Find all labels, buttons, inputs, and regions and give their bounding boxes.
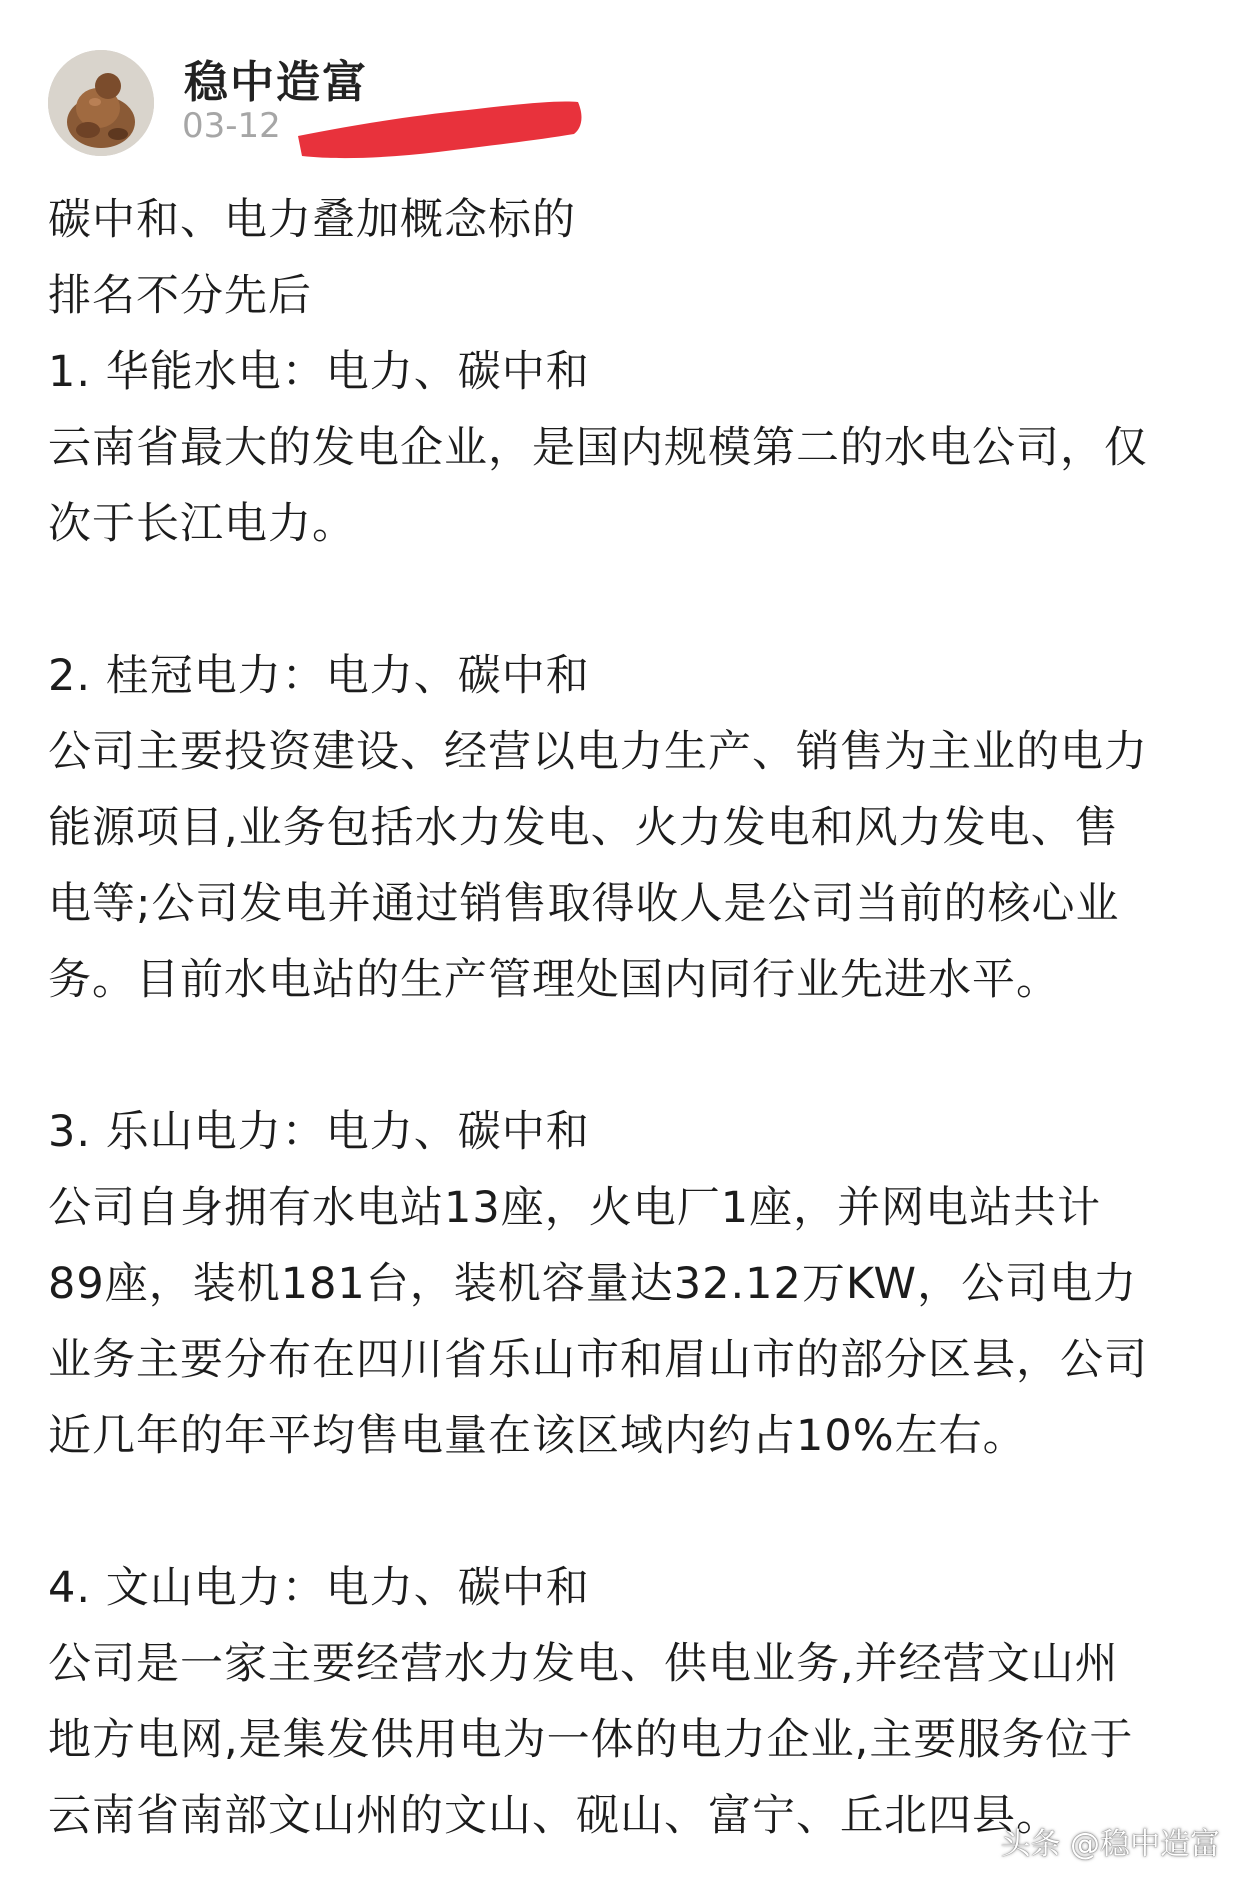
avatar-image (48, 50, 154, 156)
item-text: 公司是一家主要经营水力发电、供电业务,并经营文山州 (48, 1639, 1119, 1689)
post-note: 排名不分先后 (48, 271, 312, 321)
post-content (48, 182, 1208, 1854)
paragraph-gap (48, 1474, 1208, 1550)
post-date: 03-12 (182, 106, 281, 146)
item-heading: 3. 乐山电力：电力、碳中和 (48, 1107, 590, 1157)
item-text: 业务主要分布在四川省乐山市和眉山市的部分区县，公司 (48, 1335, 1148, 1385)
item-text: 地方电网,是集发供用电为一体的电力企业,主要服务位于 (48, 1715, 1134, 1765)
item-text: 89座，装机181台，装机容量达32.12万KW，公司电力 (48, 1259, 1138, 1309)
item-text: 电等;公司发电并通过销售取得收人是公司当前的核心业 (48, 879, 1120, 929)
watermark: 头条 @稳中造富 (1000, 1827, 1220, 1862)
item-heading: 4. 文山电力：电力、碳中和 (48, 1563, 590, 1613)
item-text: 公司主要投资建设、经营以电力生产、销售为主业的电力 (48, 727, 1148, 777)
item-heading: 1. 华能水电：电力、碳中和 (48, 347, 590, 397)
redaction-mark (288, 76, 588, 166)
item-text: 能源项目,业务包括水力发电、火力发电和风力发电、售 (48, 803, 1119, 853)
post-title: 碳中和、电力叠加概念标的 (48, 195, 576, 245)
paragraph-gap (48, 1018, 1208, 1094)
item-text: 近几年的年平均售电量在该区域内约占10%左右。 (48, 1411, 1027, 1461)
item-text: 云南省最大的发电企业，是国内规模第二的水电公司，仅 (48, 423, 1148, 473)
item-text: 次于长江电力。 (48, 499, 356, 549)
post-header (48, 44, 1198, 154)
item-text: 务。目前水电站的生产管理处国内同行业先进水平。 (48, 955, 1060, 1005)
author-name[interactable]: 稳中造富 (184, 57, 368, 108)
avatar[interactable] (48, 50, 154, 156)
paragraph-gap (48, 562, 1208, 638)
item-text: 公司自身拥有水电站13座，火电厂1座，并网电站共计 (48, 1183, 1102, 1233)
item-heading: 2. 桂冠电力：电力、碳中和 (48, 651, 590, 701)
item-text: 云南省南部文山州的文山、砚山、富宁、丘北四县。 (48, 1791, 1060, 1841)
